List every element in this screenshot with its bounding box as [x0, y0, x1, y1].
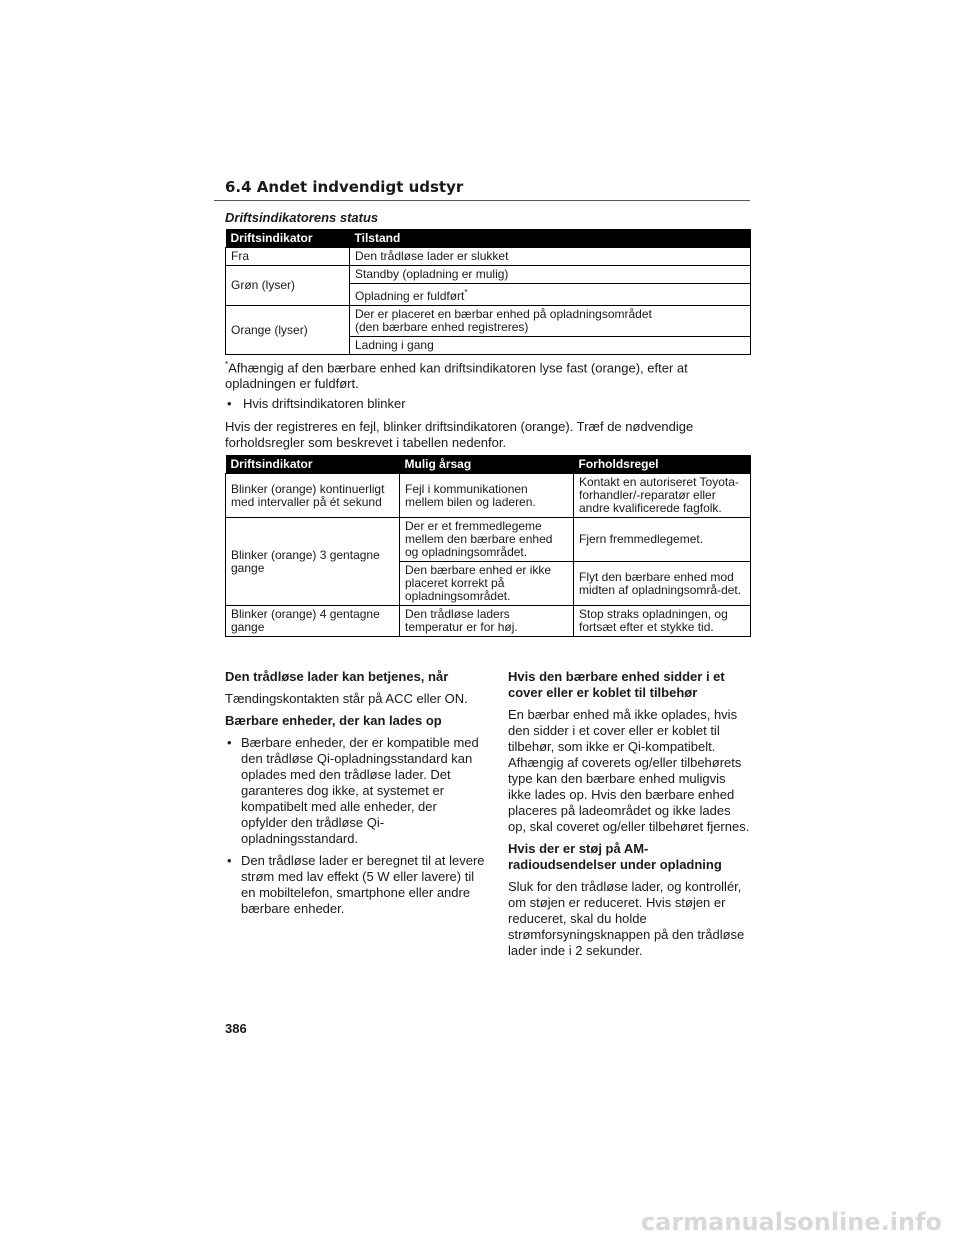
table-row	[226, 474, 751, 518]
column-header: Tilstand	[350, 229, 751, 248]
bullet-item	[225, 396, 406, 412]
right-text: Sluk for den trådløse lader, og kontrollér, om støjen er reduceret. Hvis støjen er reduceret, skal du holde strømforsyningsknappen på den trådløse lader inde i 2 sekunder.	[508, 879, 745, 958]
left-heading: Bærbare enheder, der kan lades op	[225, 713, 442, 728]
footnote-mark: *	[464, 288, 468, 297]
column-header: Driftsindikator	[226, 455, 400, 474]
table-row	[226, 248, 751, 266]
state-cell	[350, 284, 751, 306]
indicator-cell: Blinker (orange) 4 gentagne gange	[226, 606, 400, 637]
blink-table	[225, 455, 751, 637]
cause-cell: Den bærbare enhed er ikke placeret korrekt på opladningsområdet.	[400, 562, 574, 606]
list-item: • Bærbare enheder, der er kompatible med den trådløse Qi-opladningsstandard kan oplades med den trådløse lader. Det garanteres dog ikke, at systemet er kompatibelt med alle enheder, der opfylder den trådløse Qi-opladningsstandard.	[225, 735, 485, 847]
indicator-cell: Grøn (lyser)	[226, 266, 350, 306]
watermark: carmanualsonline.info	[640, 1208, 942, 1236]
left-heading: Den trådløse lader kan betjenes, når	[225, 669, 449, 684]
device-bullets	[225, 735, 485, 917]
footnote	[225, 357, 745, 392]
column-header: Forholdsregel	[574, 455, 751, 474]
footnote-mark: *	[225, 360, 229, 369]
table-row	[226, 306, 751, 337]
table-header-row	[226, 229, 751, 248]
cause-cell: Fejl i kommunikationen mellem bilen og laderen.	[400, 474, 574, 518]
column-header: Driftsindikator	[226, 229, 350, 248]
section-header: 6.4 Andet indvendigt udstyr	[214, 178, 750, 201]
table-row	[226, 518, 751, 562]
cause-cell: Den trådløse laders temperatur er for høj.	[400, 606, 574, 637]
table-row	[226, 266, 751, 284]
column-header: Mulig årsag	[400, 455, 574, 474]
page	[214, 0, 752, 1242]
bullet-mark: •	[227, 396, 232, 411]
table-header-row	[226, 455, 751, 474]
indicator-cell: Fra	[226, 248, 350, 266]
indicator-cell: Blinker (orange) kontinuerligt med intervaller på ét sekund	[226, 474, 400, 518]
cause-cell: Der er et fremmedlegeme mellem den bærbare enhed og opladningsområdet.	[400, 518, 574, 562]
left-text: Tændingskontakten står på ACC eller ON.	[225, 691, 468, 706]
action-cell: Stop straks opladningen, og fortsæt efter et stykke tid.	[574, 606, 751, 637]
state-cell: Standby (opladning er mulig)	[350, 266, 751, 284]
table-row	[226, 606, 751, 637]
page-number: 386	[225, 1021, 247, 1036]
blink-intro: Hvis der registreres en fejl, blinker driftsindikatoren (orange). Træf de nødvendige forholdsregler som beskrevet i tabellen nedenfor.	[225, 419, 694, 450]
right-column	[508, 669, 752, 965]
status-table-title: Driftsindikatorens status	[225, 210, 379, 225]
status-table	[225, 229, 751, 355]
right-heading: Hvis den bærbare enhed sidder i et cover eller er koblet til tilbehør	[508, 669, 725, 700]
right-heading: Hvis der er støj på AM-radioudsendelser under opladning	[508, 841, 722, 872]
indicator-cell: Orange (lyser)	[226, 306, 350, 355]
footnote-text: Afhængig af den bærbare enhed kan driftsindikatoren lyse fast (orange), efter at opladningen er fuldført.	[225, 360, 688, 392]
action-cell: Fjern fremmedlegemet.	[574, 518, 751, 562]
action-cell: Kontakt en autoriseret Toyota-forhandler/-reparatør eller andre kvalificerede fagfolk.	[574, 474, 751, 518]
state-cell: Der er placeret en bærbar enhed på opladningsområdet (den bærbare enhed registreres)	[350, 306, 751, 337]
bullet-text: Hvis driftsindikatoren blinker	[243, 396, 406, 411]
right-text: En bærbar enhed må ikke oplades, hvis den sidder i et cover eller er koblet til tilbehør, som ikke er Qi-kompatibelt. Afhængig af coverets og/eller tilbehørets type kan den bærbare enhed muligvis ikke lades op. Hvis den bærbare enhed placeres på ladeområdet og ikke lades op, skal coveret og/eller tilbehøret fjernes.	[508, 707, 750, 834]
state-cell: Ladning i gang	[350, 337, 751, 355]
list-item: • Den trådløse lader er beregnet til at levere strøm med lav effekt (5 W eller lavere) til en mobiltelefon, smartphone eller andre bærbare enheder.	[225, 853, 485, 917]
left-column	[225, 669, 485, 923]
state-text: Opladning er fuldført	[355, 289, 465, 303]
indicator-cell: Blinker (orange) 3 gentagne gange	[226, 518, 400, 606]
state-cell: Den trådløse lader er slukket	[350, 248, 751, 266]
action-cell: Flyt den bærbare enhed mod midten af opladningsområ-det.	[574, 562, 751, 606]
